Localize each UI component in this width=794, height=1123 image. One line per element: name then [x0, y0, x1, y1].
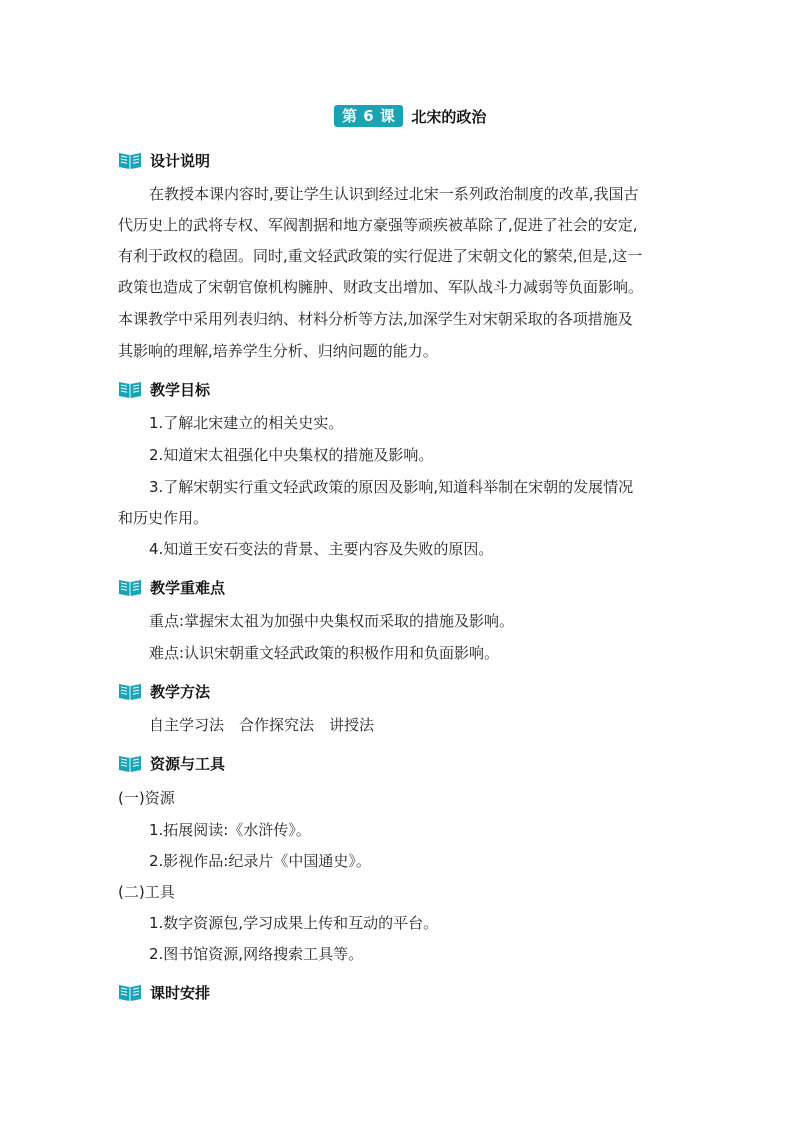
paragraph-line: 在教授本课内容时,要让学生认识到经过北宋一系列政治制度的改革,我国古: [149, 185, 639, 203]
objective-item: 2.知道宋太祖强化中央集权的措施及影响。: [149, 446, 434, 464]
keypoint-item: 重点:掌握宋太祖为加强中央集权而采取的措施及影响。: [149, 612, 515, 630]
section-heading-text: 教学目标: [150, 380, 211, 399]
book-icon: [118, 577, 142, 597]
resource-item: 1.拓展阅读:《水浒传》。: [149, 821, 311, 839]
section-heading-design: [118, 148, 210, 172]
book-icon: [118, 150, 142, 170]
lesson-title-row: [334, 104, 486, 128]
section-heading-objectives: [118, 377, 210, 401]
book-icon: [118, 753, 142, 773]
tool-item: 2.图书馆资源,网络搜索工具等。: [149, 945, 364, 963]
lesson-title: 北宋的政治: [411, 107, 487, 126]
objective-item-continued: 和历史作用。: [118, 509, 209, 527]
keypoint-item: 难点:认识宋朝重文轻武政策的积极作用和负面影响。: [149, 644, 500, 662]
lesson-number-badge: 第 6 课: [334, 105, 403, 127]
section-heading-text: 课时安排: [150, 983, 211, 1002]
paragraph-line: 其影响的理解,培养学生分析、归纳问题的能力。: [118, 342, 438, 360]
resource-item: 2.影视作品:纪录片《中国通史》。: [149, 852, 371, 870]
paragraph-line: 政策也造成了宋朝官僚机构臃肿、财政支出增加、军队战斗力减弱等负面影响。: [118, 278, 644, 296]
subheading-resources: (一)资源: [118, 789, 175, 807]
paragraph-line: 代历史上的武将专权、军阀割据和地方豪强等顽疾被革除了,促进了社会的安定,: [118, 216, 638, 234]
objective-item: 4.知道王安石变法的背景、主要内容及失败的原因。: [149, 540, 494, 558]
section-heading-methods: [118, 679, 210, 703]
objective-item: 1.了解北宋建立的相关史实。: [149, 414, 344, 432]
book-icon: [118, 982, 142, 1002]
section-heading-keypoints: [118, 575, 225, 599]
book-icon: [118, 379, 142, 399]
section-heading-text: 教学方法: [150, 682, 211, 701]
section-heading-resources: [118, 751, 225, 775]
subheading-tools: (二)工具: [118, 883, 175, 901]
tool-item: 1.数字资源包,学习成果上传和互动的平台。: [149, 914, 439, 932]
section-heading-text: 资源与工具: [150, 754, 226, 773]
objective-item: 3.了解宋朝实行重文轻武政策的原因及影响,知道科举制在宋朝的发展情况: [149, 478, 634, 496]
book-icon: [118, 681, 142, 701]
section-heading-text: 教学重难点: [150, 578, 226, 597]
section-heading-text: 设计说明: [150, 151, 211, 170]
section-heading-schedule: [118, 980, 210, 1004]
paragraph-line: 本课教学中采用列表归纳、材料分析等方法,加深学生对宋朝采取的各项措施及: [118, 310, 633, 328]
paragraph-line: 有利于政权的稳固。同时,重文轻武政策的实行促进了宋朝文化的繁荣,但是,这一: [118, 247, 643, 265]
methods-list: 自主学习法 合作探究法 讲授法: [149, 716, 375, 734]
